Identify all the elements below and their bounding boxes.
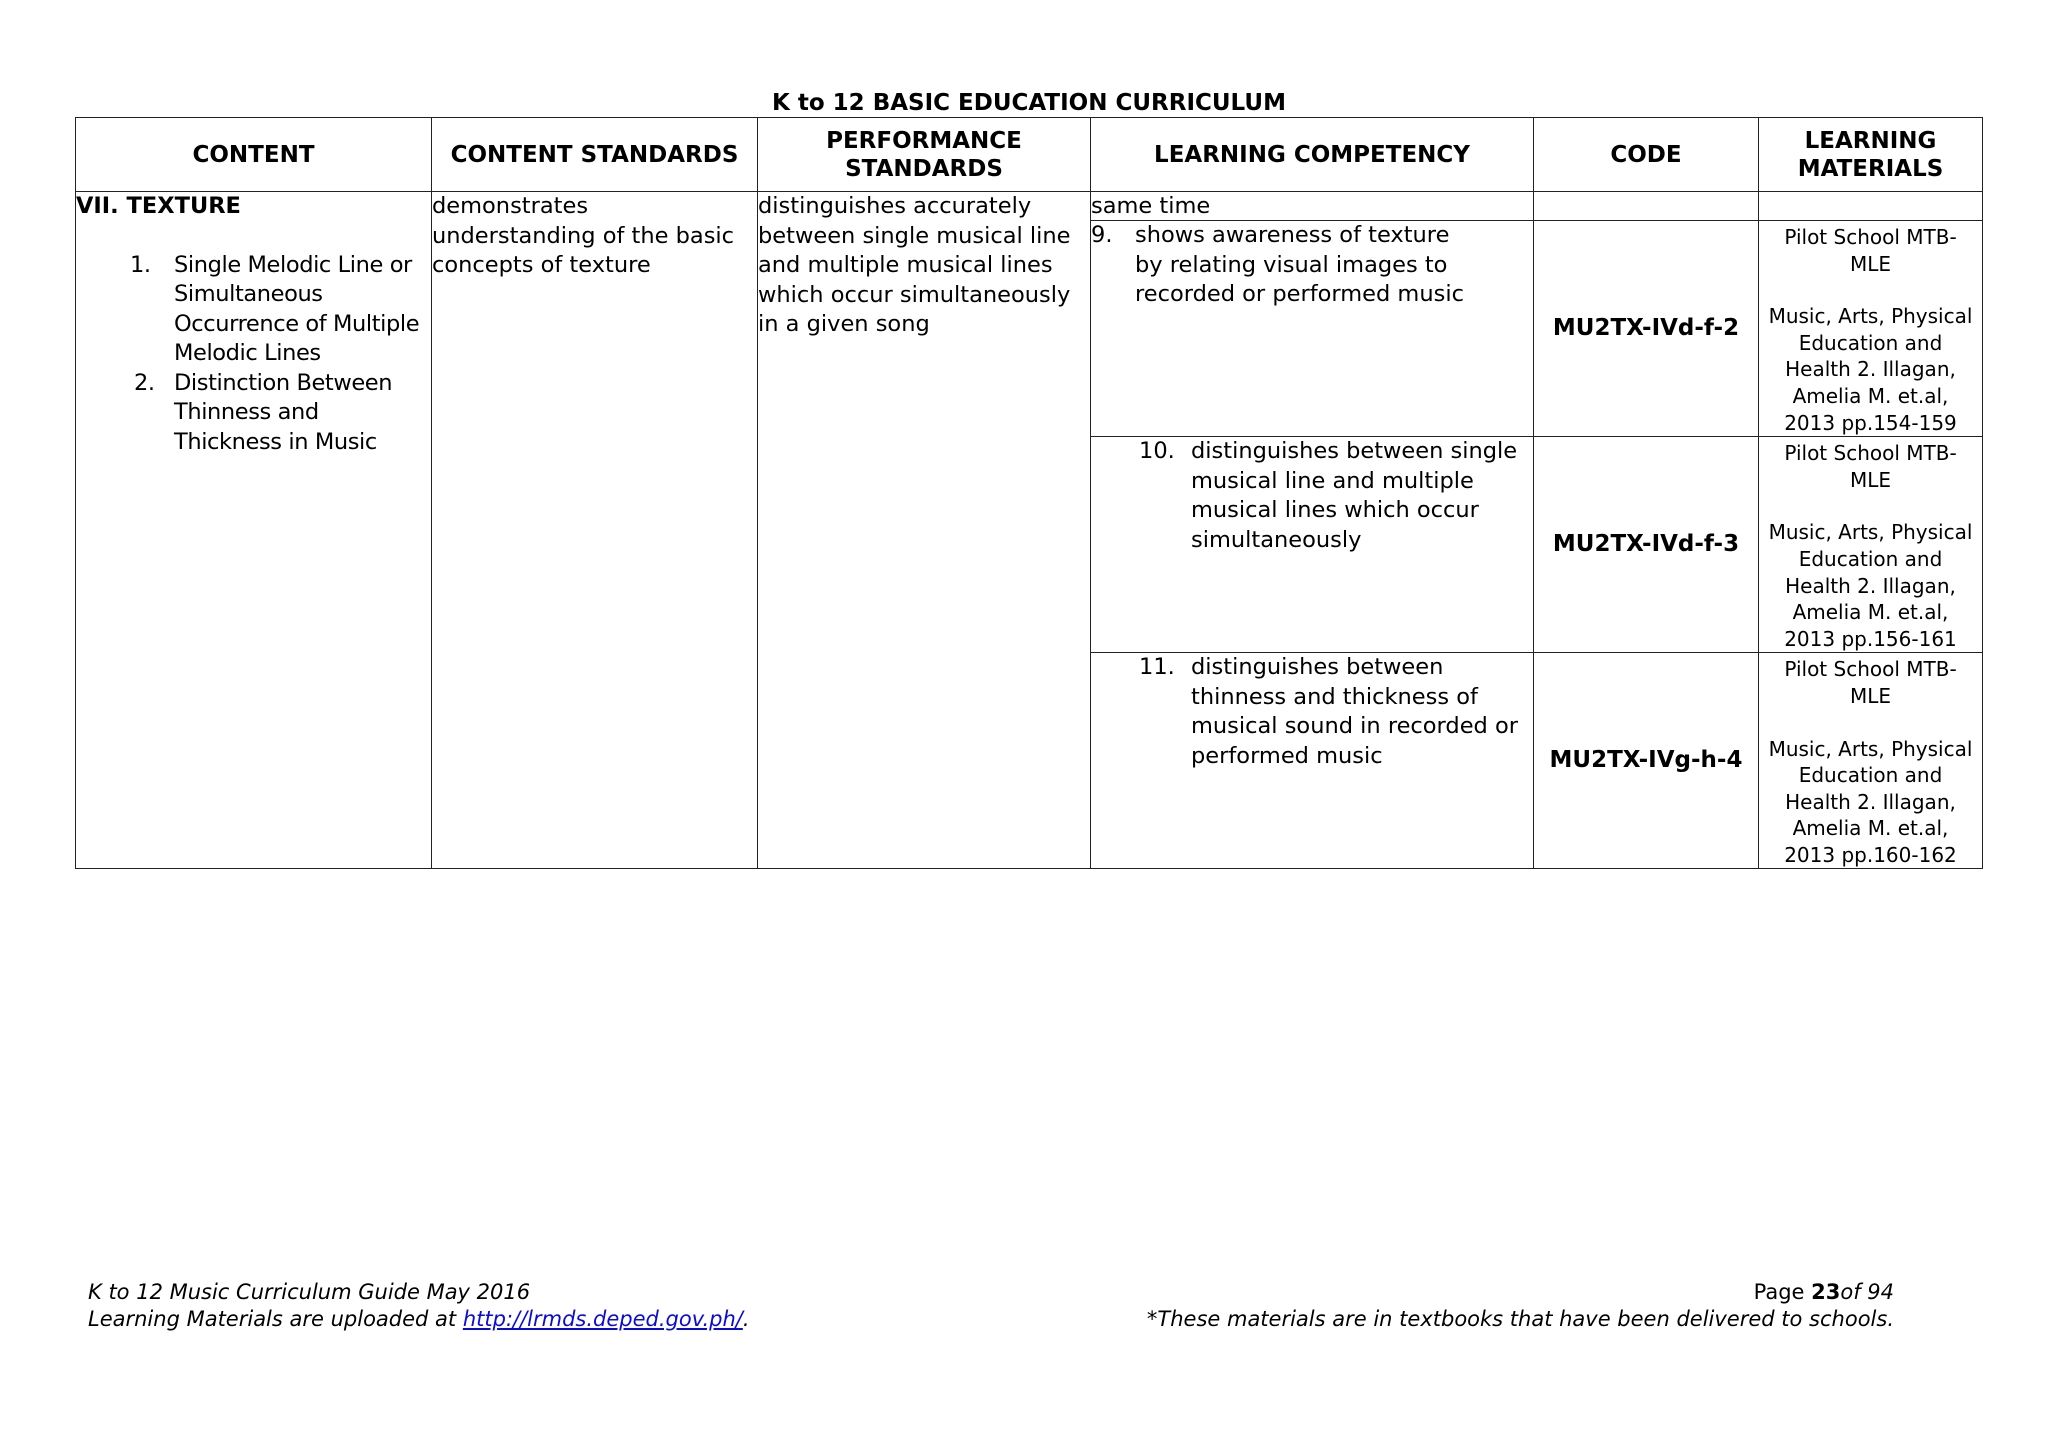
- materials-line: Amelia M. et.al,: [1792, 383, 1949, 408]
- page-number: 23: [1811, 1280, 1841, 1304]
- materials-line: Pilot School MTB-: [1784, 657, 1957, 682]
- page-indicator: [1147, 1279, 1894, 1306]
- materials-line: 2013 pp.154-159: [1784, 410, 1957, 435]
- materials-line: Health 2. Illagan,: [1785, 357, 1956, 382]
- lrmds-link[interactable]: http://lrmds.deped.gov.ph/: [462, 1307, 743, 1331]
- performance-standard-line: distinguishes accurately: [758, 193, 1032, 219]
- curriculum-table: [75, 117, 1983, 869]
- list-item-text: [174, 251, 419, 369]
- materials-line: Pilot School MTB-: [1784, 225, 1957, 249]
- list-line: Melodic Lines: [174, 340, 321, 366]
- continued-competency: same time: [1091, 192, 1534, 221]
- list-line: Occurrence of Multiple: [174, 310, 420, 337]
- materials-line: MLE: [1849, 251, 1892, 276]
- materials-line: Education and: [1798, 330, 1943, 355]
- performance-standard-line: in a given song: [758, 311, 930, 337]
- materials-line: 2013 pp.156-161: [1784, 626, 1957, 651]
- footer-uploaded-text: Learning Materials are uploaded at: [88, 1307, 463, 1331]
- list-line: Simultaneous: [174, 281, 323, 307]
- materials-cell: [1759, 653, 1983, 869]
- competency-line: distinguishes between: [1191, 654, 1444, 681]
- footer-uploaded-suffix: .: [742, 1307, 750, 1331]
- header-materials-line-2: MATERIALS: [1797, 155, 1944, 182]
- materials-line: Education and: [1798, 763, 1943, 788]
- page-total: of 94: [1840, 1280, 1894, 1304]
- code-cell: MU2TX-IVd-f-2: [1534, 221, 1759, 437]
- competency-cell: [1091, 437, 1534, 653]
- list-line: Single Melodic Line or: [174, 251, 412, 278]
- content-sub-list: [76, 251, 431, 458]
- competency-text: [1191, 437, 1517, 555]
- content-title: VII. TEXTURE: [76, 193, 241, 219]
- performance-standard-cell: [758, 192, 1091, 869]
- materials-line: MLE: [1849, 467, 1892, 492]
- competency-line: by relating visual images to: [1135, 251, 1448, 278]
- content-standard-line: concepts of texture: [432, 252, 651, 278]
- list-item: [76, 251, 431, 369]
- competency-cell: [1091, 221, 1534, 437]
- list-item: [76, 369, 431, 458]
- list-line: Thinness and: [174, 399, 319, 425]
- performance-standard-line: and multiple musical lines: [758, 252, 1053, 278]
- materials-cell: [1759, 221, 1983, 437]
- competency-line: musical line and multiple: [1191, 467, 1474, 494]
- performance-standard-line: between single musical line: [758, 222, 1071, 249]
- materials-line: Health 2. Illagan,: [1785, 789, 1956, 814]
- content-standard-line: demonstrates: [432, 193, 589, 219]
- header-code: CODE: [1534, 118, 1759, 192]
- header-learning-materials: [1759, 118, 1983, 192]
- list-line: Distinction Between: [174, 369, 393, 396]
- materials-line: Health 2. Illagan,: [1785, 573, 1956, 598]
- content-cell: [76, 192, 432, 869]
- footer-right: [1147, 1279, 1894, 1333]
- competency-text: [1135, 221, 1464, 310]
- competency-line: musical lines which occur: [1191, 497, 1479, 524]
- header-content-standards: CONTENT STANDARDS: [432, 118, 758, 192]
- materials-cell: [1759, 437, 1983, 653]
- header-performance-line-2: STANDARDS: [845, 155, 1003, 182]
- competency-text: [1191, 653, 1518, 771]
- competency-line: musical sound in recorded or: [1191, 713, 1518, 740]
- materials-line: Music, Arts, Physical: [1768, 304, 1973, 329]
- list-item-number: 1.: [130, 251, 151, 278]
- document-title: K to 12 BASIC EDUCATION CURRICULUM: [772, 90, 1286, 116]
- competency-line: shows awareness of texture: [1135, 222, 1450, 248]
- materials-line: Amelia M. et.al,: [1792, 816, 1949, 841]
- page-label: Page: [1753, 1280, 1812, 1304]
- competency-line: recorded or performed music: [1135, 281, 1464, 307]
- header-row: [76, 118, 1983, 192]
- competency-cell: [1091, 653, 1534, 869]
- footer-left: [88, 1279, 750, 1333]
- content-standard-line: understanding of the basic: [432, 222, 735, 249]
- list-line: Thickness in Music: [174, 428, 377, 455]
- content-standard-cell: [432, 192, 758, 869]
- materials-line: Music, Arts, Physical: [1768, 736, 1973, 761]
- footer-note: *These materials are in textbooks that have been delivered to schools.: [1146, 1307, 1894, 1331]
- materials-line: Pilot School MTB-: [1784, 441, 1957, 466]
- header-performance-line-1: PERFORMANCE: [826, 127, 1022, 154]
- competency-line: distinguishes between single: [1191, 438, 1518, 465]
- header-performance-standards: [758, 118, 1091, 192]
- materials-line: Amelia M. et.al,: [1792, 600, 1949, 625]
- header-learning-competency: LEARNING COMPETENCY: [1091, 118, 1534, 192]
- materials-line: Music, Arts, Physical: [1768, 520, 1973, 545]
- competency-line: thinness and thickness of: [1191, 683, 1478, 710]
- materials-line: MLE: [1849, 683, 1892, 708]
- header-materials-line-1: LEARNING: [1804, 127, 1937, 154]
- competency-number: 9.: [1091, 222, 1113, 248]
- code-cell: MU2TX-IVg-h-4: [1534, 653, 1759, 869]
- continuation-row: [76, 192, 1983, 221]
- continued-materials-cell: [1759, 192, 1983, 221]
- continued-code-cell: [1534, 192, 1759, 221]
- header-content: CONTENT: [76, 118, 432, 192]
- competency-line: simultaneously: [1191, 526, 1362, 553]
- competency-number: 11.: [1139, 654, 1175, 681]
- performance-standard-line: which occur simultaneously: [758, 281, 1071, 308]
- materials-line: Education and: [1798, 546, 1943, 571]
- list-item-number: 2.: [134, 369, 155, 396]
- competency-number: 10.: [1139, 438, 1175, 465]
- materials-line: 2013 pp.160-162: [1784, 842, 1957, 867]
- competency-line: performed music: [1191, 742, 1383, 769]
- list-item-text: [174, 369, 392, 458]
- code-cell: MU2TX-IVd-f-3: [1534, 437, 1759, 653]
- footer-uploaded: [88, 1306, 750, 1333]
- footer-guide: K to 12 Music Curriculum Guide May 2016: [88, 1280, 531, 1304]
